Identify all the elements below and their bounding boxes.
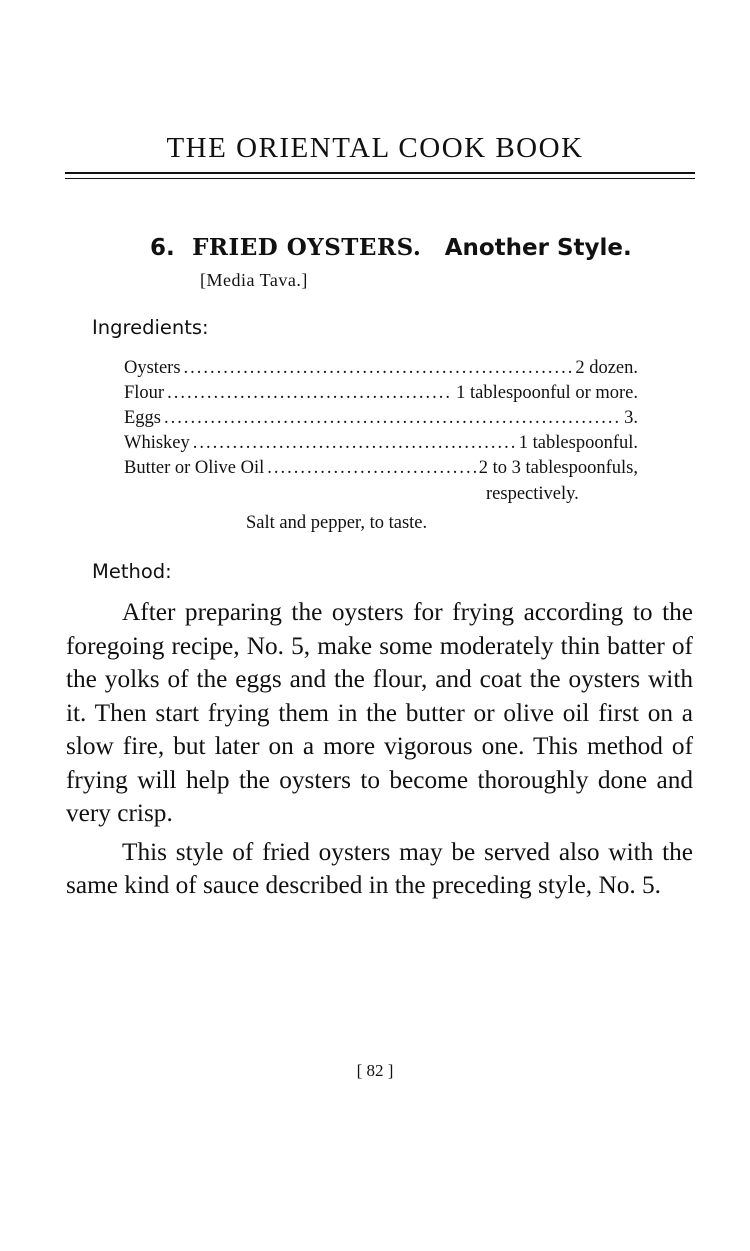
ingredient-name: Eggs [124, 408, 161, 428]
method-text [66, 596, 693, 903]
recipe-name: FRIED OYSTERS. [192, 234, 422, 261]
ingredient-row [124, 458, 638, 479]
ingredient-row [124, 383, 638, 404]
ingredient-row [124, 433, 638, 454]
method-paragraph: This style of fried oysters may be served also with the same kind of sauce described in the preceding style, No. 5. [66, 837, 693, 899]
ingredient-amount: 1 tablespoonful. [518, 433, 638, 453]
running-head: THE ORIENTAL COOK BOOK [166, 132, 584, 164]
recipe-style: Another Style. [444, 235, 632, 261]
ingredient-amount: 2 dozen. [575, 358, 638, 378]
recipe-title [150, 234, 632, 261]
ingredients-label: Ingredients: [92, 316, 209, 339]
page-number: [ 82 ] [356, 1061, 394, 1080]
dot-leader [164, 408, 621, 429]
dot-leader [267, 458, 475, 479]
ingredient-amount: 2 to 3 tablespoonfuls, [478, 458, 638, 478]
ingredient-name: Flour [124, 383, 165, 403]
ingredient-row [124, 358, 638, 379]
method-label: Method: [92, 560, 172, 583]
header-rule-thick [65, 172, 695, 174]
ingredient-amount-continuation: respectively. [486, 484, 579, 504]
method-paragraph: After preparing the oysters for frying according to the foregoing recipe, No. 5, make some moderately thin batter of the yolks of the eggs and the flour, and coat the oysters with it. Then start frying them in the butter or olive oil first on a slow fire, but later on a more vigorous one. This method of frying will help the oysters to become thoroughly done and very crisp. [66, 598, 693, 827]
dot-leader [167, 383, 453, 404]
ingredient-amount: 1 tablespoonful or more. [456, 383, 638, 403]
ingredient-name: Butter or Olive Oil [124, 458, 265, 478]
ingredient-name: Whiskey [124, 433, 190, 453]
header-rule-thin [65, 178, 695, 179]
recipe-number: 6. [150, 235, 175, 261]
ingredient-name: Oysters [124, 358, 181, 378]
dot-leader [184, 358, 573, 379]
ingredient-row [124, 408, 638, 429]
dot-leader [193, 433, 516, 454]
seasoning-line: Salt and pepper, to taste. [246, 513, 428, 533]
recipe-subtitle: [Media Tava.] [200, 270, 308, 290]
ingredient-amount: 3. [624, 408, 638, 428]
